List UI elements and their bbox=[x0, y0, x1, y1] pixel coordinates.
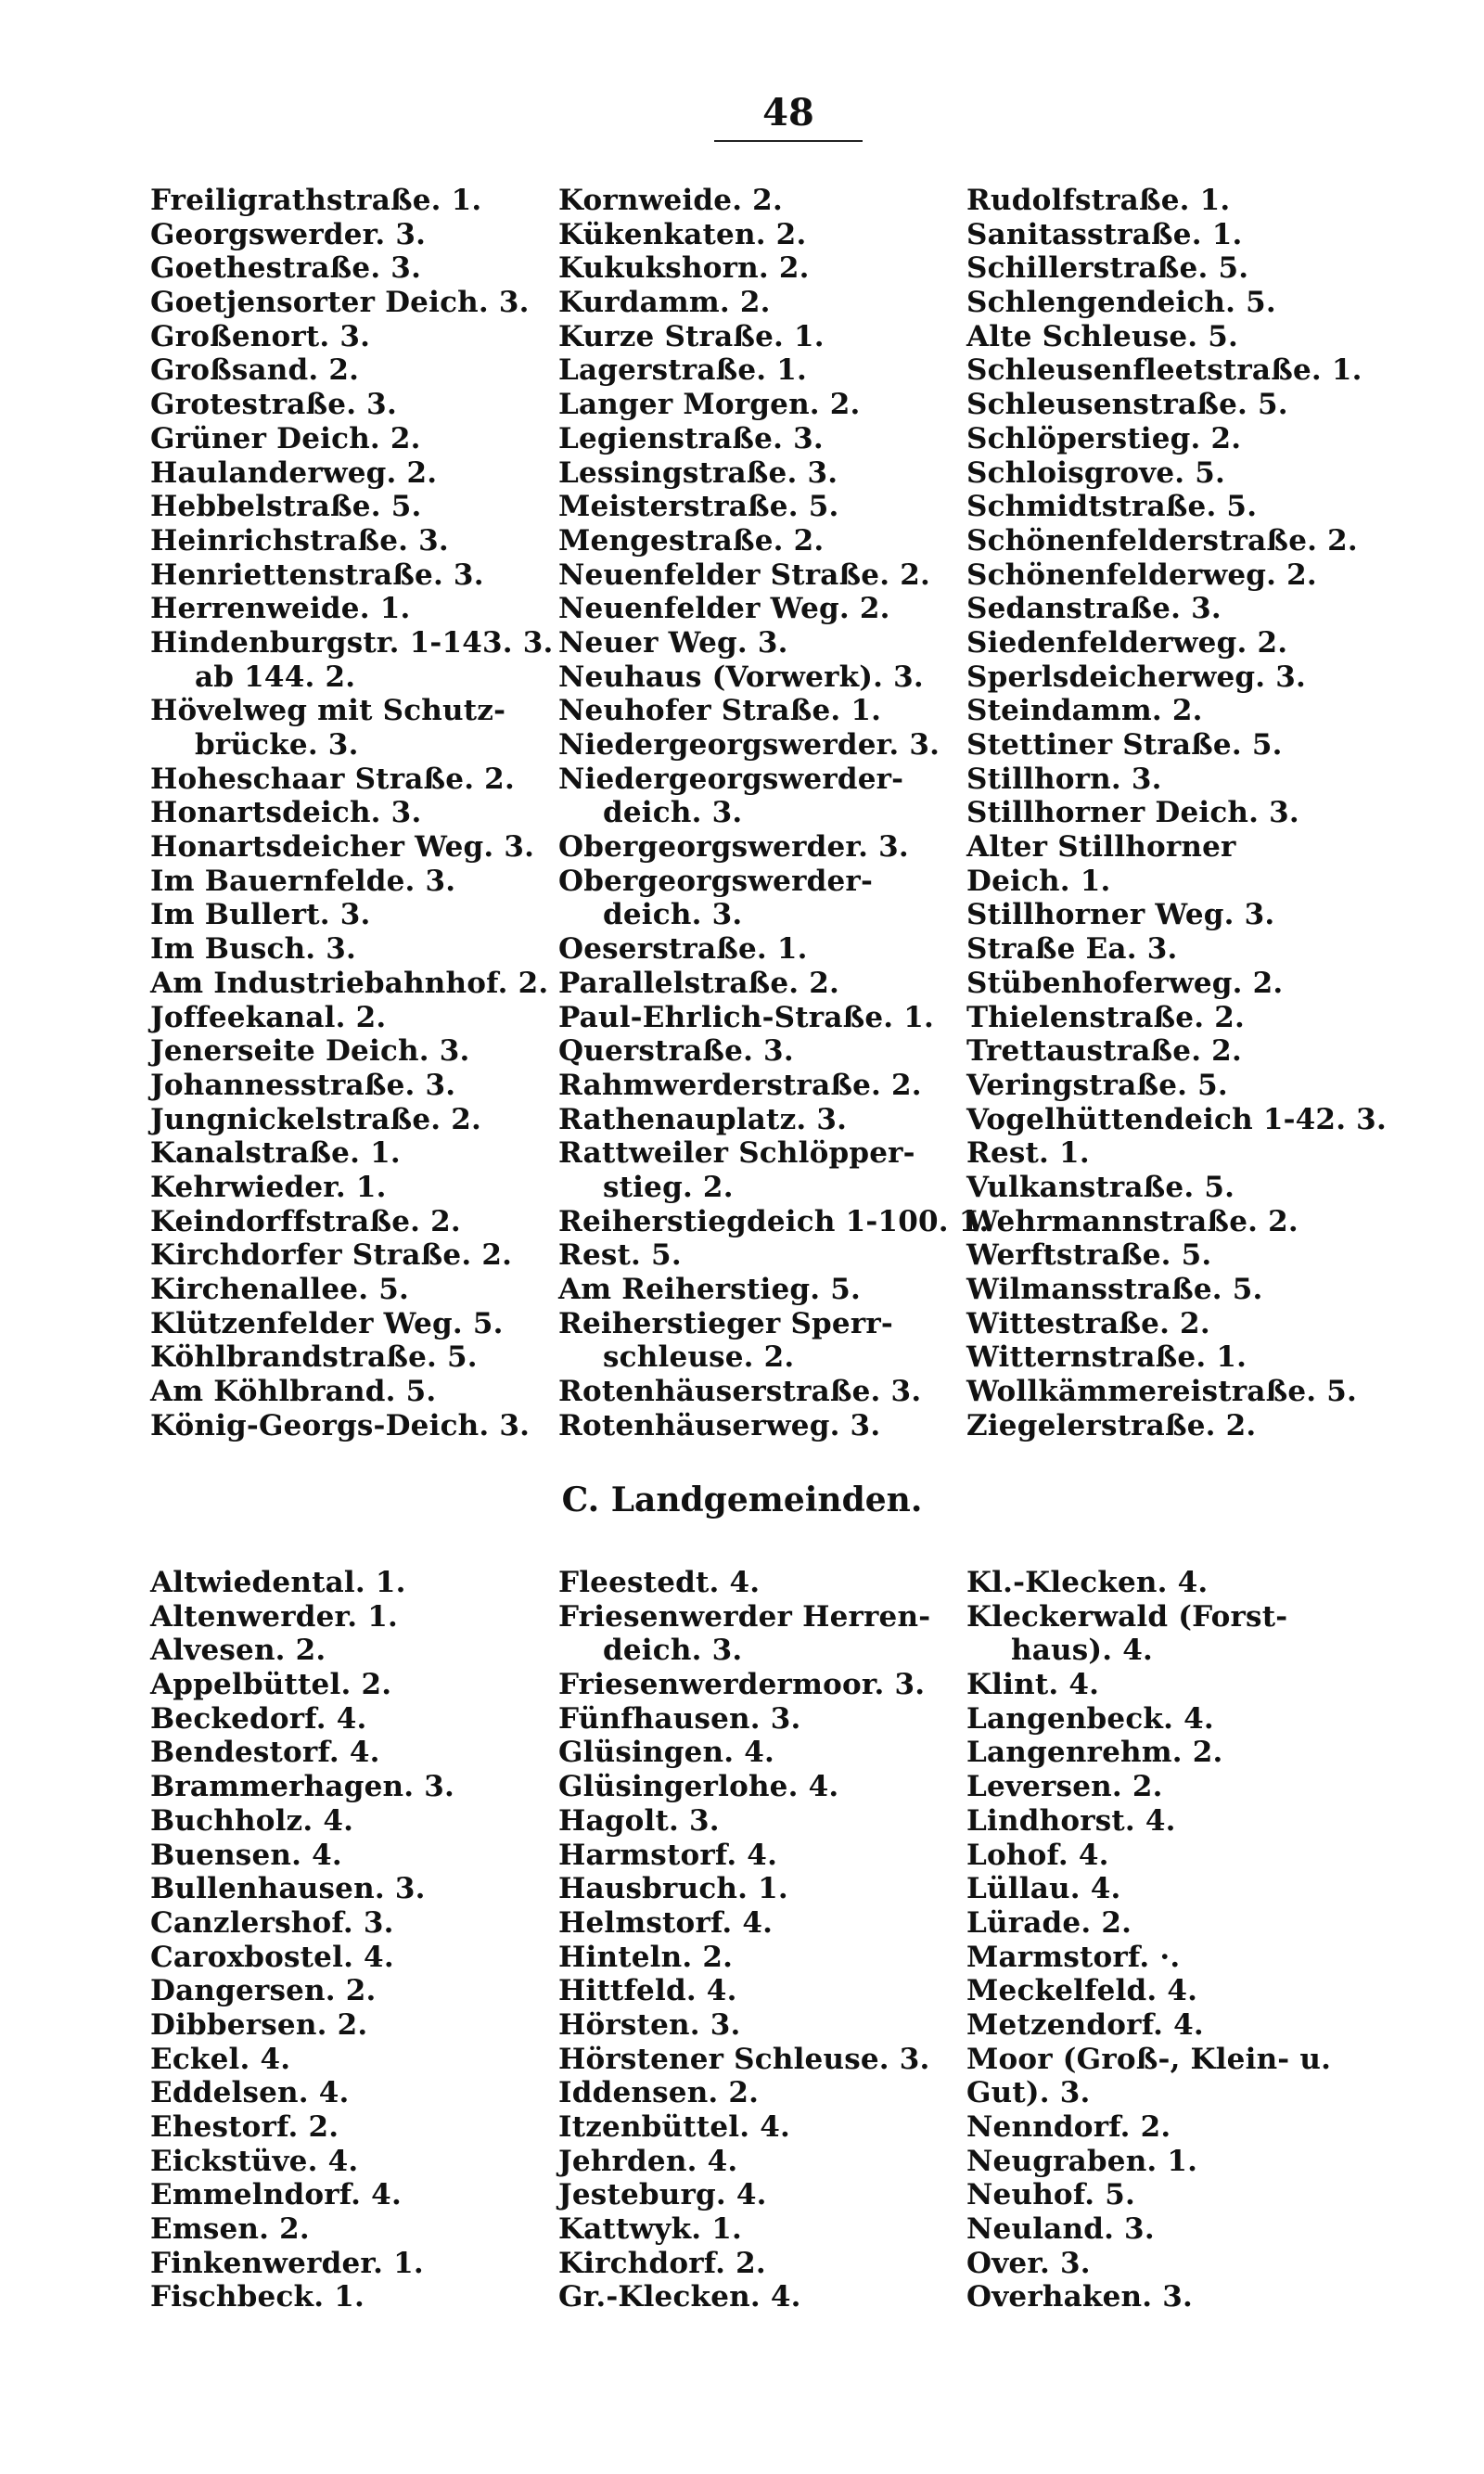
index-entry: Oeserstraße. 1. bbox=[558, 932, 808, 967]
index-entry: Ehestorf. 2. bbox=[150, 2110, 339, 2144]
index-entry: Lürade. 2. bbox=[966, 1905, 1132, 1940]
index-entry: Ziegelerstraße. 2. bbox=[966, 1408, 1257, 1442]
index-entry: Jenerseite Deich. 3. bbox=[150, 1034, 470, 1069]
index-entry: Gut). 3. bbox=[966, 2076, 1091, 2110]
index-entry: deich. 3. bbox=[603, 1634, 743, 1668]
index-entry: Alter Stillhorner bbox=[966, 830, 1236, 865]
section-heading: C. Landgemeinden. bbox=[561, 1481, 923, 1519]
index-entry: Iddensen. 2. bbox=[558, 2076, 760, 2110]
index-entry: Niedergeorgswerder- bbox=[558, 762, 904, 796]
index-entry: Glüsingerlohe. 4. bbox=[558, 1770, 839, 1804]
index-entry: Schillerstraße. 5. bbox=[966, 251, 1249, 286]
index-entry: Mengestraße. 2. bbox=[558, 523, 825, 558]
index-entry: Joffeekanal. 2. bbox=[150, 1000, 387, 1034]
index-entry: Köhlbrandstraße. 5. bbox=[150, 1340, 478, 1375]
index-entry: Glüsingen. 4. bbox=[558, 1736, 775, 1770]
index-entry: Reiherstieger Sperr- bbox=[558, 1306, 893, 1340]
index-entry: Vogelhüttendeich 1-42. 3. bbox=[966, 1102, 1387, 1136]
index-entry: Schleusenfleetstraße. 1. bbox=[966, 353, 1362, 388]
index-entry: deich. 3. bbox=[603, 898, 743, 932]
index-entry: Hittfeld. 4. bbox=[558, 1974, 737, 2008]
index-entry: brücke. 3. bbox=[195, 728, 359, 762]
index-entry: Stillhorner Deich. 3. bbox=[966, 796, 1299, 830]
index-entry: Bendestorf. 4. bbox=[150, 1736, 380, 1770]
index-entry: Hindenburgstr. 1-143. 3. bbox=[150, 625, 554, 660]
index-entry: Schlengendeich. 5. bbox=[966, 286, 1276, 320]
index-entry: Neuenfelder Straße. 2. bbox=[558, 558, 930, 592]
index-entry: Klint. 4. bbox=[966, 1668, 1100, 1702]
index-entry: Werftstraße. 5. bbox=[966, 1238, 1212, 1273]
index-entry: Im Busch. 3. bbox=[150, 932, 357, 967]
index-entry: Neuland. 3. bbox=[966, 2212, 1155, 2247]
top-column-1 bbox=[150, 184, 558, 1442]
index-entry: Steindamm. 2. bbox=[966, 694, 1203, 728]
street-index-columns bbox=[150, 184, 1387, 1442]
bottom-column-3 bbox=[966, 1566, 1356, 2314]
index-entry: Meisterstraße. 5. bbox=[558, 490, 839, 524]
index-entry: Hörstener Schleuse. 3. bbox=[558, 2042, 930, 2076]
index-entry: Paul-Ehrlich-Straße. 1. bbox=[558, 1000, 935, 1034]
index-entry: Honartsdeicher Weg. 3. bbox=[150, 830, 535, 865]
index-entry: Fischbeck. 1. bbox=[150, 2280, 365, 2314]
index-entry: Schönenfelderstraße. 2. bbox=[966, 523, 1358, 558]
index-entry: Legienstraße. 3. bbox=[558, 421, 824, 455]
index-entry: Rudolfstraße. 1. bbox=[966, 184, 1231, 217]
index-entry: Vulkanstraße. 5. bbox=[966, 1170, 1235, 1204]
index-entry: Over. 3. bbox=[966, 2246, 1091, 2280]
index-entry: Buchholz. 4. bbox=[150, 1803, 354, 1838]
index-entry: Grüner Deich. 2. bbox=[150, 421, 421, 455]
index-entry: Hausbruch. 1. bbox=[558, 1872, 788, 1906]
index-entry: Kanalstraße. 1. bbox=[150, 1136, 401, 1171]
index-entry: Am Köhlbrand. 5. bbox=[150, 1375, 437, 1409]
index-entry: Rattweiler Schlöpper- bbox=[558, 1136, 915, 1171]
index-entry: Emsen. 2. bbox=[150, 2212, 310, 2247]
index-entry: Altwiedental. 1. bbox=[150, 1566, 406, 1599]
index-entry: Neuer Weg. 3. bbox=[558, 625, 788, 660]
index-entry: Altenwerder. 1. bbox=[150, 1599, 398, 1634]
index-entry: Parallelstraße. 2. bbox=[558, 966, 840, 1000]
index-entry: Lindhorst. 4. bbox=[966, 1803, 1176, 1838]
index-entry: Rest. 5. bbox=[558, 1238, 682, 1273]
index-entry: Neuenfelder Weg. 2. bbox=[558, 592, 890, 626]
index-entry: stieg. 2. bbox=[603, 1170, 734, 1204]
index-entry: Caroxbostel. 4. bbox=[150, 1940, 394, 1974]
index-entry: Fleestedt. 4. bbox=[558, 1566, 761, 1599]
index-entry: Nenndorf. 2. bbox=[966, 2110, 1171, 2144]
index-entry: Neuhofer Straße. 1. bbox=[558, 694, 882, 728]
index-entry: Harmstorf. 4. bbox=[558, 1838, 778, 1872]
index-entry: Helmstorf. 4. bbox=[558, 1905, 774, 1940]
index-entry: Kurdamm. 2. bbox=[558, 286, 771, 320]
index-entry: Eckel. 4. bbox=[150, 2042, 291, 2076]
index-entry: Haulanderweg. 2. bbox=[150, 455, 438, 490]
index-entry: Lagerstraße. 1. bbox=[558, 353, 808, 388]
index-entry: Stillhorn. 3. bbox=[966, 762, 1162, 796]
index-entry: ab 144. 2. bbox=[195, 660, 356, 694]
index-entry: Rathenauplatz. 3. bbox=[558, 1102, 848, 1136]
index-entry: Beckedorf. 4. bbox=[150, 1701, 367, 1736]
index-entry: Wehrmannstraße. 2. bbox=[966, 1204, 1298, 1238]
index-entry: Leversen. 2. bbox=[966, 1770, 1163, 1804]
rural-communities-columns bbox=[150, 1566, 1356, 2314]
index-entry: Großenort. 3. bbox=[150, 319, 371, 353]
index-entry: Finkenwerder. 1. bbox=[150, 2246, 424, 2280]
index-entry: Jesteburg. 4. bbox=[558, 2178, 767, 2212]
index-entry: Alte Schleuse. 5. bbox=[966, 319, 1239, 353]
index-entry: Kukukshorn. 2. bbox=[558, 251, 810, 286]
index-entry: Herrenweide. 1. bbox=[150, 592, 411, 626]
index-entry: Lohof. 4. bbox=[966, 1838, 1109, 1872]
index-entry: Heinrichstraße. 3. bbox=[150, 523, 449, 558]
index-entry: Am Industriebahnhof. 2. bbox=[150, 966, 549, 1000]
index-entry: Itzenbüttel. 4. bbox=[558, 2110, 790, 2144]
index-entry: Hoheschaar Straße. 2. bbox=[150, 762, 515, 796]
index-entry: Kirchdorf. 2. bbox=[558, 2246, 766, 2280]
index-entry: Klützenfelder Weg. 5. bbox=[150, 1306, 504, 1340]
index-entry: Im Bullert. 3. bbox=[150, 898, 371, 932]
page-number: 48 bbox=[714, 91, 863, 142]
index-entry: Langer Morgen. 2. bbox=[558, 388, 861, 422]
index-entry: Neugraben. 1. bbox=[966, 2144, 1198, 2178]
index-entry: Im Bauernfelde. 3. bbox=[150, 864, 456, 898]
index-entry: Alvesen. 2. bbox=[150, 1634, 326, 1668]
index-entry: Neuhof. 5. bbox=[966, 2178, 1135, 2212]
index-entry: Veringstraße. 5. bbox=[966, 1068, 1228, 1102]
index-entry: Rotenhäuserstraße. 3. bbox=[558, 1375, 922, 1409]
index-entry: Keindorffstraße. 2. bbox=[150, 1204, 461, 1238]
index-entry: Niedergeorgswerder. 3. bbox=[558, 728, 940, 762]
index-entry: Kükenkaten. 2. bbox=[558, 217, 807, 251]
index-entry: Kirchenallee. 5. bbox=[150, 1273, 409, 1306]
index-entry: Georgswerder. 3. bbox=[150, 217, 427, 251]
index-entry: Henriettenstraße. 3. bbox=[150, 558, 484, 592]
index-entry: Obergeorgswerder. 3. bbox=[558, 830, 909, 865]
index-entry: Brammerhagen. 3. bbox=[150, 1770, 454, 1804]
index-entry: Marmstorf. ·. bbox=[966, 1940, 1181, 1974]
index-entry: Langenrehm. 2. bbox=[966, 1736, 1223, 1770]
index-entry: Friesenwerdermoor. 3. bbox=[558, 1668, 926, 1702]
index-entry: Rahmwerderstraße. 2. bbox=[558, 1068, 922, 1102]
index-entry: Hagolt. 3. bbox=[558, 1803, 720, 1838]
index-entry: Honartsdeich. 3. bbox=[150, 796, 422, 830]
top-column-2 bbox=[558, 184, 990, 1442]
bottom-column-2 bbox=[558, 1566, 966, 2314]
index-entry: Rotenhäuserweg. 3. bbox=[558, 1408, 881, 1442]
index-entry: Am Reiherstieg. 5. bbox=[558, 1273, 861, 1306]
index-entry: Metzendorf. 4. bbox=[966, 2007, 1204, 2042]
index-entry: Lessingstraße. 3. bbox=[558, 455, 838, 490]
index-entry: Hinteln. 2. bbox=[558, 1940, 734, 1974]
index-entry: Emmelndorf. 4. bbox=[150, 2178, 402, 2212]
index-entry: Appelbüttel. 2. bbox=[150, 1668, 392, 1702]
index-entry: Sperlsdeicherweg. 3. bbox=[966, 660, 1307, 694]
index-entry: Kirchdorfer Straße. 2. bbox=[150, 1238, 513, 1273]
index-entry: Overhaken. 3. bbox=[966, 2280, 1193, 2314]
index-entry: Schloisgrove. 5. bbox=[966, 455, 1226, 490]
index-entry: Sanitasstraße. 1. bbox=[966, 217, 1243, 251]
index-entry: Goetjensorter Deich. 3. bbox=[150, 286, 530, 320]
index-entry: Friesenwerder Herren- bbox=[558, 1599, 931, 1634]
index-entry: Meckelfeld. 4. bbox=[966, 1974, 1198, 2008]
index-entry: Sedanstraße. 3. bbox=[966, 592, 1222, 626]
index-entry: Wilmansstraße. 5. bbox=[966, 1273, 1263, 1306]
index-entry: Moor (Groß-, Klein- u. bbox=[966, 2042, 1332, 2076]
index-entry: Johannesstraße. 3. bbox=[150, 1068, 456, 1102]
index-entry: Kl.-Klecken. 4. bbox=[966, 1566, 1209, 1599]
index-entry: Eickstüve. 4. bbox=[150, 2144, 359, 2178]
index-entry: Langenbeck. 4. bbox=[966, 1701, 1214, 1736]
index-entry: Wittestraße. 2. bbox=[966, 1306, 1210, 1340]
index-entry: Buensen. 4. bbox=[150, 1838, 342, 1872]
index-entry: Thielenstraße. 2. bbox=[966, 1000, 1245, 1034]
index-entry: König-Georgs-Deich. 3. bbox=[150, 1408, 531, 1442]
index-entry: Kattwyk. 1. bbox=[558, 2212, 742, 2247]
index-entry: Hörsten. 3. bbox=[558, 2007, 741, 2042]
index-entry: Stillhorner Weg. 3. bbox=[966, 898, 1275, 932]
index-entry: deich. 3. bbox=[603, 796, 743, 830]
index-entry: Kleckerwald (Forst- bbox=[966, 1599, 1288, 1634]
index-entry: Dangersen. 2. bbox=[150, 1974, 377, 2008]
index-entry: Schlöperstieg. 2. bbox=[966, 421, 1242, 455]
index-entry: Rest. 1. bbox=[966, 1136, 1090, 1171]
index-entry: Deich. 1. bbox=[966, 864, 1111, 898]
index-entry: Großsand. 2. bbox=[150, 353, 360, 388]
index-entry: Schönenfelderweg. 2. bbox=[966, 558, 1317, 592]
index-entry: Hebbelstraße. 5. bbox=[150, 490, 422, 524]
index-entry: Wollkämmereistraße. 5. bbox=[966, 1375, 1358, 1409]
index-entry: Jungnickelstraße. 2. bbox=[150, 1102, 482, 1136]
index-entry: Reiherstiegdeich 1-100. 1. bbox=[558, 1204, 990, 1238]
index-entry: Kornweide. 2. bbox=[558, 184, 783, 217]
index-entry: Stettiner Straße. 5. bbox=[966, 728, 1283, 762]
index-entry: Grotestraße. 3. bbox=[150, 388, 397, 422]
index-entry: Obergeorgswerder- bbox=[558, 864, 874, 898]
index-entry: schleuse. 2. bbox=[603, 1340, 795, 1375]
index-entry: Eddelsen. 4. bbox=[150, 2076, 350, 2110]
index-entry: Canzlershof. 3. bbox=[150, 1905, 394, 1940]
index-entry: Bullenhausen. 3. bbox=[150, 1872, 426, 1906]
index-entry: Jehrden. 4. bbox=[558, 2144, 738, 2178]
index-entry: Gr.-Klecken. 4. bbox=[558, 2280, 801, 2314]
index-entry: Freiligrathstraße. 1. bbox=[150, 184, 482, 217]
index-entry: Kurze Straße. 1. bbox=[558, 319, 825, 353]
index-entry: Goethestraße. 3. bbox=[150, 251, 422, 286]
index-entry: haus). 4. bbox=[1011, 1634, 1154, 1668]
index-entry: Querstraße. 3. bbox=[558, 1034, 794, 1069]
bottom-column-1 bbox=[150, 1566, 558, 2314]
index-entry: Lüllau. 4. bbox=[966, 1872, 1121, 1906]
index-entry: Schmidtstraße. 5. bbox=[966, 490, 1258, 524]
index-entry: Hövelweg mit Schutz- bbox=[150, 694, 506, 728]
index-entry: Trettaustraße. 2. bbox=[966, 1034, 1242, 1069]
index-entry: Witternstraße. 1. bbox=[966, 1340, 1247, 1375]
index-entry: Fünfhausen. 3. bbox=[558, 1701, 801, 1736]
top-column-3 bbox=[966, 184, 1387, 1442]
index-entry: Straße Ea. 3. bbox=[966, 932, 1178, 967]
index-entry: Kehrwieder. 1. bbox=[150, 1170, 387, 1204]
index-entry: Neuhaus (Vorwerk). 3. bbox=[558, 660, 924, 694]
index-entry: Dibbersen. 2. bbox=[150, 2007, 368, 2042]
index-entry: Schleusenstraße. 5. bbox=[966, 388, 1288, 422]
index-entry: Siedenfelderweg. 2. bbox=[966, 625, 1288, 660]
index-entry: Stübenhoferweg. 2. bbox=[966, 966, 1284, 1000]
